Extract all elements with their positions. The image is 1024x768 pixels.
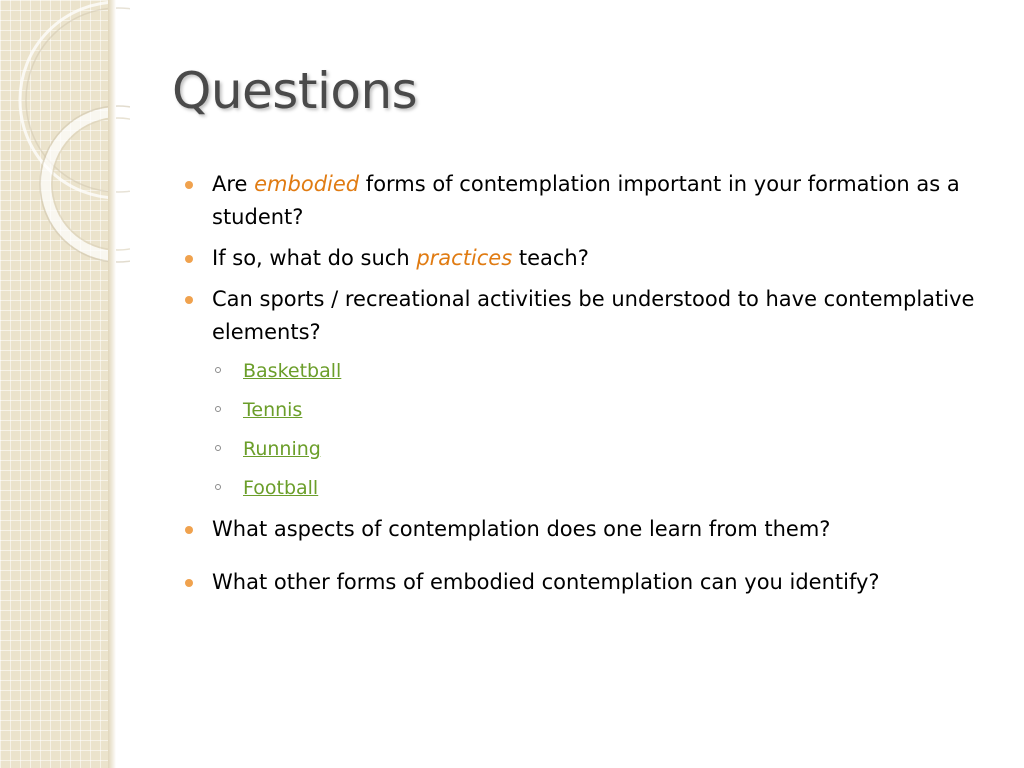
sub-item-football <box>185 474 995 502</box>
bullet-text: teach? <box>512 246 589 270</box>
football-link[interactable]: Football <box>243 477 319 499</box>
sub-item-running <box>185 435 995 463</box>
bullet-text: Are <box>212 172 255 196</box>
bullet-item-other-forms <box>185 566 995 599</box>
bullet-icon <box>185 181 193 189</box>
sub-bullet-icon <box>215 484 221 490</box>
slide-title: Questions <box>172 62 418 120</box>
bullet-item-aspects <box>185 513 995 546</box>
tennis-link[interactable]: Tennis <box>243 399 303 421</box>
sub-bullet-icon <box>215 367 221 373</box>
sub-bullet-icon <box>215 406 221 412</box>
bullet-icon <box>185 579 193 587</box>
accent-word: embodied <box>254 172 360 196</box>
sports-sub-list <box>185 357 995 502</box>
bullet-text: What other forms of embodied contemplation can you identify? <box>212 570 880 594</box>
sub-item-tennis <box>185 396 995 424</box>
bullet-item-embodied <box>185 168 995 234</box>
bullet-list <box>185 168 995 607</box>
bullet-item-practices <box>185 242 995 275</box>
bullet-text: What aspects of contemplation does one learn from them? <box>212 517 831 541</box>
sidebar-edge <box>108 0 116 768</box>
bullet-icon <box>185 526 193 534</box>
decorative-sidebar <box>0 0 110 768</box>
bullet-text: forms of contemplation important in your formation as a student? <box>212 172 960 229</box>
accent-word: practices <box>416 246 513 270</box>
sub-item-basketball <box>185 357 995 385</box>
bullet-item-sports <box>185 283 995 349</box>
bullet-icon <box>185 296 193 304</box>
basketball-link[interactable]: Basketball <box>243 360 342 382</box>
running-link[interactable]: Running <box>243 438 321 460</box>
bullet-text: If so, what do such <box>212 246 417 270</box>
bullet-icon <box>185 255 193 263</box>
bullet-text: Can sports / recreational activities be understood to have contemplative elements? <box>212 287 975 344</box>
sub-bullet-icon <box>215 445 221 451</box>
